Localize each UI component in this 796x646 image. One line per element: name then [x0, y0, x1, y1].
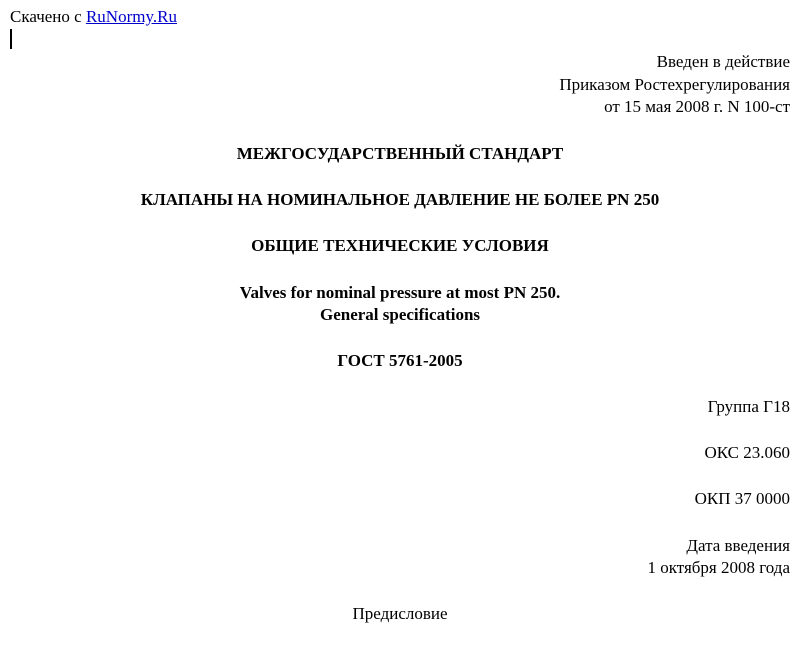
download-source-prefix: Скачено с	[10, 7, 82, 26]
standard-subtitle-ru: ОБЩИЕ ТЕХНИЧЕСКИЕ УСЛОВИЯ	[251, 236, 549, 255]
classification-group: Группа Г18	[707, 397, 790, 416]
standard-title-en-line-2: General specifications	[319, 305, 481, 324]
intro-line-2: Приказом Ростехрегулирования	[559, 75, 790, 94]
standard-title-ru: КЛАПАНЫ НА НОМИНАЛЬНОЕ ДАВЛЕНИЕ НЕ БОЛЕЕ PN 250	[140, 190, 660, 209]
effective-date-value: 1 октября 2008 года	[647, 558, 790, 577]
intro-line-3: от 15 мая 2008 г. N 100-ст	[604, 97, 790, 116]
foreword-heading: Предисловие	[352, 604, 448, 623]
effective-date-label: Дата введения	[686, 536, 790, 555]
standard-code: ГОСТ 5761-2005	[337, 351, 463, 370]
standard-type-heading: МЕЖГОСУДАРСТВЕННЫЙ СТАНДАРТ	[236, 144, 564, 163]
download-source-line	[10, 7, 177, 27]
intro-line-1: Введен в действие	[656, 52, 790, 71]
classification-okp: ОКП 37 0000	[694, 489, 790, 508]
classification-oks: ОКС 23.060	[704, 443, 790, 462]
standard-title-en-line-1: Valves for nominal pressure at most PN 250.	[239, 283, 561, 302]
site-link[interactable]: RuNormy.Ru	[85, 7, 177, 26]
text-cursor	[10, 29, 12, 49]
